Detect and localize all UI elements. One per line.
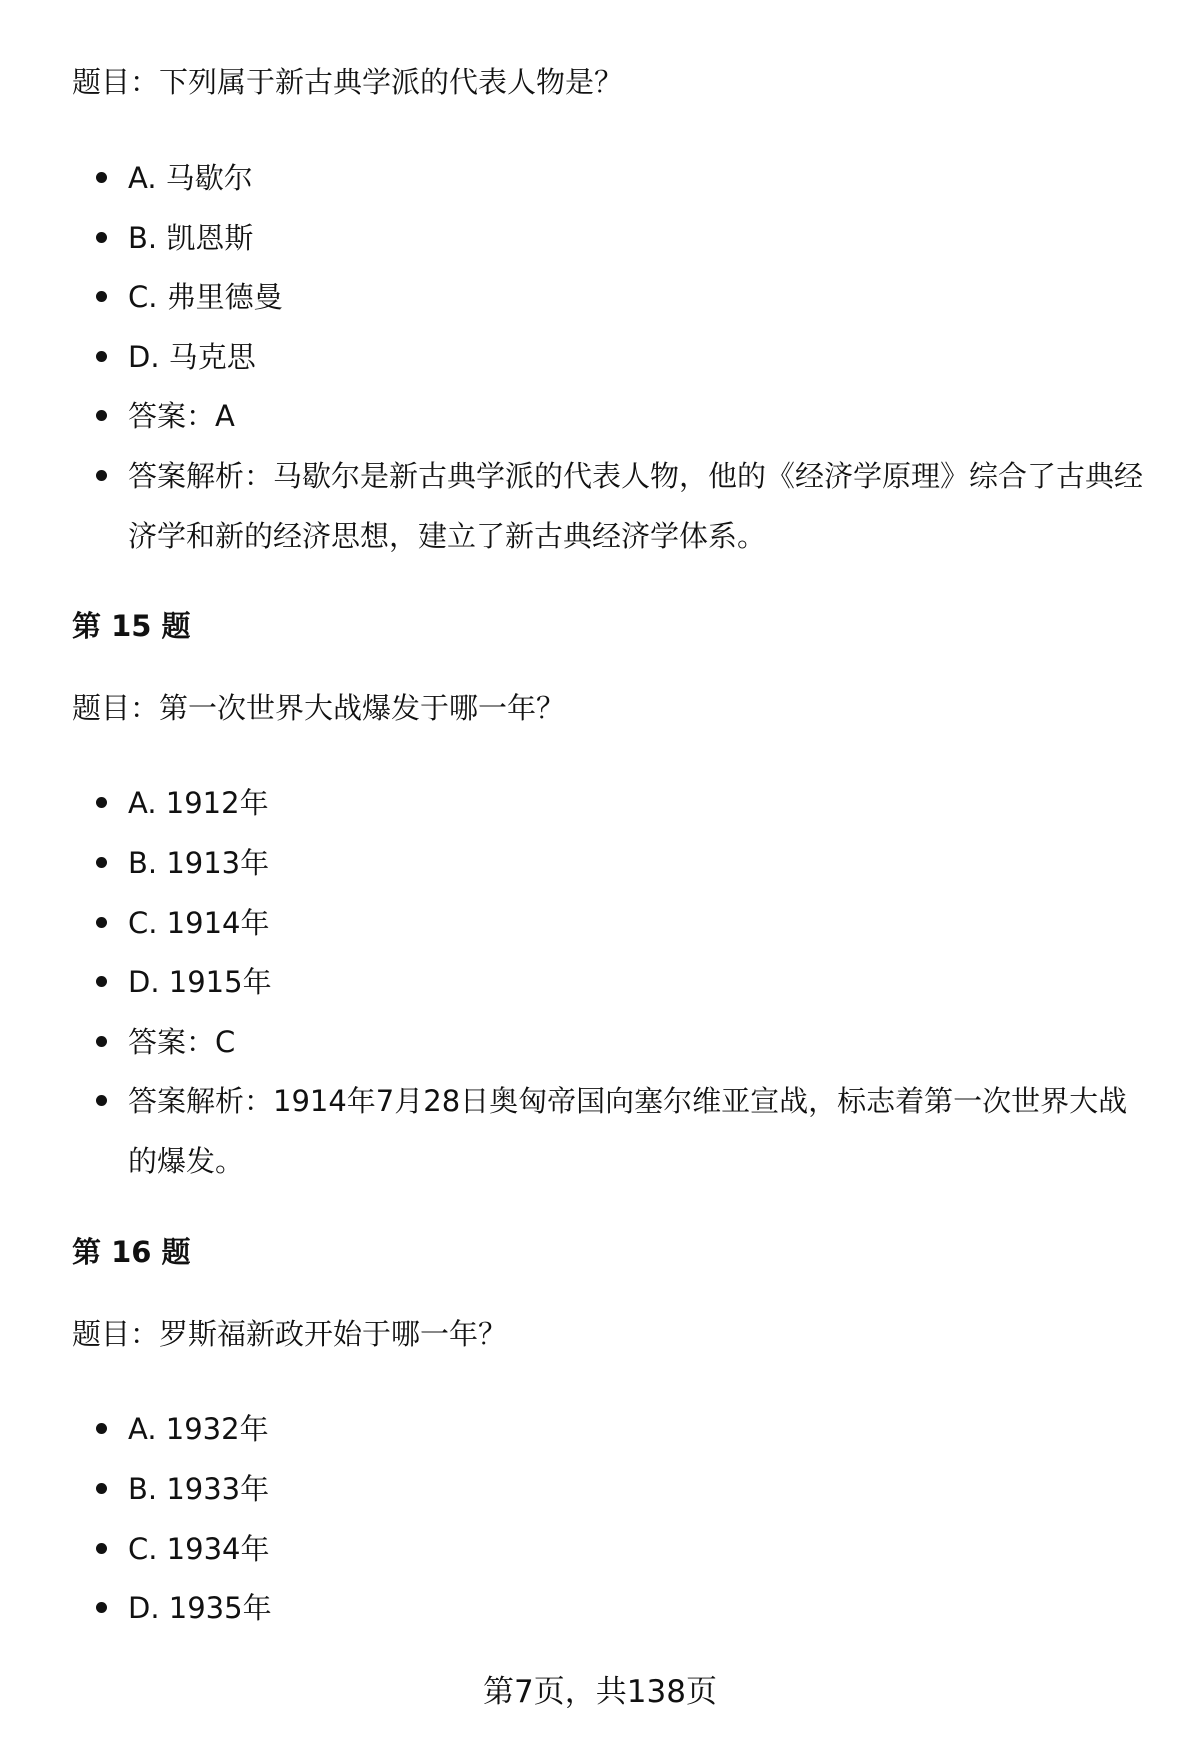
question-16-heading: 第 16 题 (72, 1235, 191, 1269)
bullet-icon (96, 351, 107, 362)
explanation-text: 答案解析：1914年7月28日奥匈帝国向塞尔维亚宣战，标志着第一次世界大战的爆发。 (128, 1084, 1128, 1178)
bullet-icon (96, 976, 107, 987)
bullet-icon (96, 917, 107, 928)
option-label: C. 弗里德曼 (128, 280, 283, 314)
question-15-option-a (96, 773, 1146, 833)
question-15-option-b (96, 833, 1146, 893)
question-16-option-b (96, 1459, 1146, 1519)
bullet-icon (96, 470, 107, 481)
question-14-text: 题目：下列属于新古典学派的代表人物是？ (72, 65, 624, 99)
option-label: A. 1932年 (128, 1412, 269, 1446)
question-14-answer (96, 386, 1146, 446)
option-label: D. 1935年 (128, 1591, 272, 1625)
question-16-option-d (96, 1578, 1146, 1638)
explanation-text: 答案解析：马歇尔是新古典学派的代表人物，他的《经济学原理》综合了古典经济学和新的经济思想，建立了新古典经济学体系。 (128, 459, 1144, 553)
bullet-icon (96, 410, 107, 421)
question-15-text: 题目：第一次世界大战爆发于哪一年？ (72, 691, 566, 725)
bullet-icon (96, 1602, 107, 1613)
option-label: B. 1933年 (128, 1472, 270, 1506)
bullet-icon (96, 1095, 107, 1106)
question-14-option-d (96, 327, 1146, 387)
question-14-option-a (96, 148, 1146, 208)
option-label: D. 马克思 (128, 340, 256, 374)
bullet-icon (96, 1483, 107, 1494)
bullet-icon (96, 1423, 107, 1434)
bullet-icon (96, 797, 107, 808)
bullet-icon (96, 232, 107, 243)
option-label: A. 马歇尔 (128, 161, 253, 195)
question-15-option-d (96, 952, 1146, 1012)
option-label: D. 1915年 (128, 965, 272, 999)
option-label: C. 1934年 (128, 1532, 270, 1566)
option-label: B. 凯恩斯 (128, 221, 254, 255)
bullet-icon (96, 1543, 107, 1554)
answer-label: 答案：A (128, 399, 235, 433)
question-15-option-c (96, 893, 1146, 953)
question-15-answer (96, 1012, 1146, 1072)
option-label: C. 1914年 (128, 906, 270, 940)
bullet-icon (96, 857, 107, 868)
question-14-option-c (96, 267, 1146, 327)
bullet-icon (96, 1036, 107, 1047)
answer-label: 答案：C (128, 1025, 236, 1059)
question-14-option-b (96, 208, 1146, 268)
bullet-icon (96, 172, 107, 183)
option-label: A. 1912年 (128, 786, 269, 820)
question-15-heading: 第 15 题 (72, 609, 191, 643)
page-number-footer: 第7页，共138页 (483, 1674, 717, 1710)
question-16-option-c (96, 1519, 1146, 1579)
question-14-explanation (96, 446, 1146, 566)
option-label: B. 1913年 (128, 846, 270, 880)
question-16-option-a (96, 1399, 1146, 1459)
question-16-text: 题目：罗斯福新政开始于哪一年？ (72, 1317, 508, 1351)
bullet-icon (96, 291, 107, 302)
question-15-explanation (96, 1071, 1146, 1191)
